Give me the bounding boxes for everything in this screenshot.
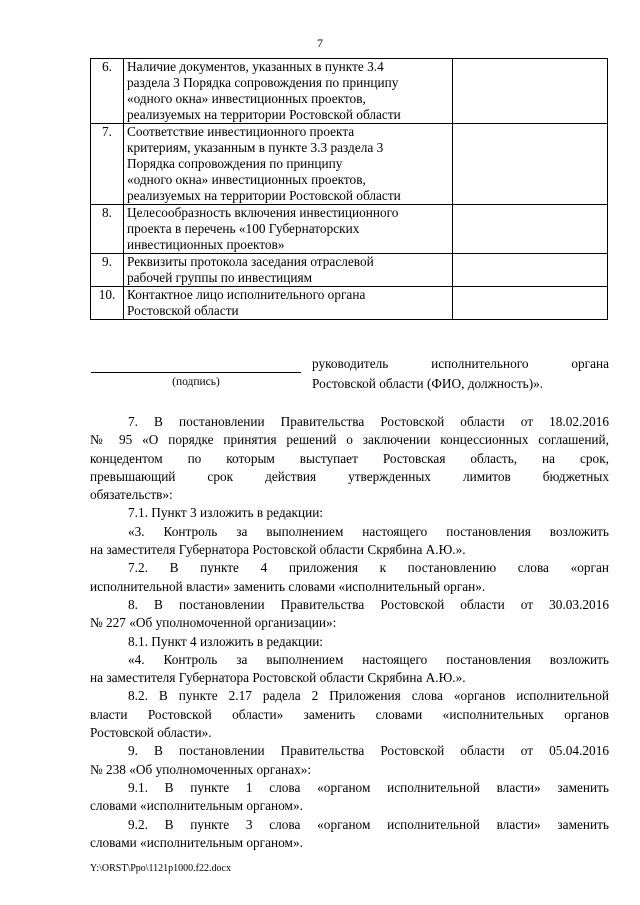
role-word: органа	[571, 356, 609, 371]
paragraph-line: на заместителя Губернатора Ростовской области Скрябина А.Ю.».	[90, 670, 466, 686]
role-word: руководитель	[312, 356, 389, 371]
row-number: 7.	[91, 124, 124, 205]
paragraph-line: 8.2. В пункте 2.17 радела 2 Приложения слова «органов исполнительной	[128, 688, 609, 704]
signature-caption: (подпись)	[172, 376, 220, 388]
row-label-line: реализуемых на территории Ростовской области	[127, 107, 401, 122]
row-value	[453, 254, 608, 287]
paragraph-line: Ростовской области».	[90, 725, 212, 741]
paragraph	[90, 559, 609, 596]
paragraph-line: словами «исполнительным органом».	[90, 798, 303, 814]
paragraph-line: 7.2. В пункте 4 приложения к постановлению слова «орган	[128, 560, 609, 576]
row-value	[453, 205, 608, 254]
paragraph-line: словами «исполнительным органом».	[90, 834, 303, 850]
role-word: исполнительного	[431, 356, 529, 371]
row-number: 10.	[91, 287, 124, 320]
row-value	[453, 287, 608, 320]
paragraph-line: № 95 «О порядке принятия решений о заключении концессионных соглашений,	[90, 432, 609, 448]
footer-file-path: Y:\ORST\Ppo\1121p1000.f22.docx	[90, 863, 231, 874]
row-number: 9.	[91, 254, 124, 287]
row-label-line: Целесообразность включения инвестиционного	[127, 205, 399, 220]
paragraph-line: «4. Контроль за выполнением настоящего постановления возложить	[128, 651, 609, 667]
paragraph-line: на заместителя Губернатора Ростовской области Скрябина А.Ю.».	[90, 542, 466, 558]
paragraph-line: № 227 «Об уполномоченной организации»:	[90, 615, 337, 631]
paragraph-line: 7. В постановлении Правительства Ростовской области от 18.02.2016	[128, 414, 609, 429]
body-text	[90, 413, 609, 852]
paragraph-line: концедентом по которым выступает Ростовская область, на срок,	[90, 450, 609, 466]
page-number: 7	[317, 36, 323, 50]
paragraph-line: 9.1. В пункте 1 слова «органом исполнительной власти» заменить	[128, 779, 609, 795]
info-table	[90, 58, 608, 320]
table-row	[91, 124, 608, 205]
paragraph	[90, 413, 609, 504]
paragraph-line: № 238 «Об уполномоченных органах»:	[90, 761, 312, 777]
paragraph	[90, 779, 609, 816]
paragraph-line: превышающий срок действия утвержденных лимитов бюджетных	[90, 468, 609, 484]
row-label	[124, 124, 453, 205]
row-label-line: критериям, указанным в пункте 3.3 раздела 3	[127, 140, 384, 155]
row-number: 6.	[91, 59, 124, 124]
row-number: 8.	[91, 205, 124, 254]
row-label-line: Ростовской области	[127, 303, 239, 318]
row-label-line: проекта в перечень «100 Губернаторских	[127, 221, 360, 236]
row-label-line: «одного окна» инвестиционных проектов,	[127, 91, 366, 106]
paragraph-line: обязательств»:	[90, 487, 173, 503]
row-label-line: инвестиционных проектов»	[127, 237, 285, 252]
row-value	[453, 59, 608, 124]
paragraph	[90, 816, 609, 853]
row-label	[124, 287, 453, 320]
table-row	[91, 287, 608, 320]
paragraph-line: 7.1. Пункт 3 изложить в редакции:	[128, 505, 323, 521]
row-value	[453, 124, 608, 205]
row-label	[124, 254, 453, 287]
paragraph	[90, 742, 609, 779]
paragraph	[90, 633, 609, 651]
paragraph-line: 8. В постановлении Правительства Ростовской области от 30.03.2016	[128, 596, 609, 612]
row-label-line: рабочей группы по инвестициям	[127, 270, 313, 285]
paragraph-line: власти Ростовской области» заменить словами «исполнительных органов	[90, 706, 609, 722]
paragraph-line: 8.1. Пункт 4 изложить в редакции:	[128, 633, 323, 649]
signature-line	[91, 372, 301, 373]
row-label-line: Порядка сопровождения по принципу	[127, 156, 343, 171]
row-label-line: реализуемых на территории Ростовской области	[127, 188, 401, 203]
table-body	[91, 59, 608, 320]
paragraph-line: «3. Контроль за выполнением настоящего постановления возложить	[128, 523, 609, 539]
table-row	[91, 254, 608, 287]
row-label-line: Наличие документов, указанных в пункте 3.4	[127, 59, 384, 74]
signature-role-line1	[312, 356, 609, 372]
paragraph	[90, 651, 609, 688]
row-label	[124, 59, 453, 124]
row-label-line: Реквизиты протокола заседания отраслевой	[127, 254, 374, 269]
table-row	[91, 205, 608, 254]
paragraph	[90, 687, 609, 742]
paragraph-line: 9.2. В пункте 3 слова «органом исполнительной власти» заменить	[128, 816, 609, 832]
row-label-line: «одного окна» инвестиционных проектов,	[127, 172, 366, 187]
paragraph	[90, 596, 609, 633]
paragraph	[90, 523, 609, 560]
paragraph-line: исполнительной власти» заменить словами «исполнительный орган».	[90, 578, 486, 594]
table-row	[91, 59, 608, 124]
row-label	[124, 205, 453, 254]
row-label-line: раздела 3 Порядка сопровождения по принципу	[127, 75, 399, 90]
row-label-line: Контактное лицо исполнительного органа	[127, 287, 366, 302]
paragraph-line: 9. В постановлении Правительства Ростовской области от 05.04.2016	[128, 743, 609, 759]
signature-role-line2: Ростовской области (ФИО, должность)».	[312, 376, 544, 391]
paragraph	[90, 504, 609, 522]
row-label-line: Соответствие инвестиционного проекта	[127, 124, 355, 139]
